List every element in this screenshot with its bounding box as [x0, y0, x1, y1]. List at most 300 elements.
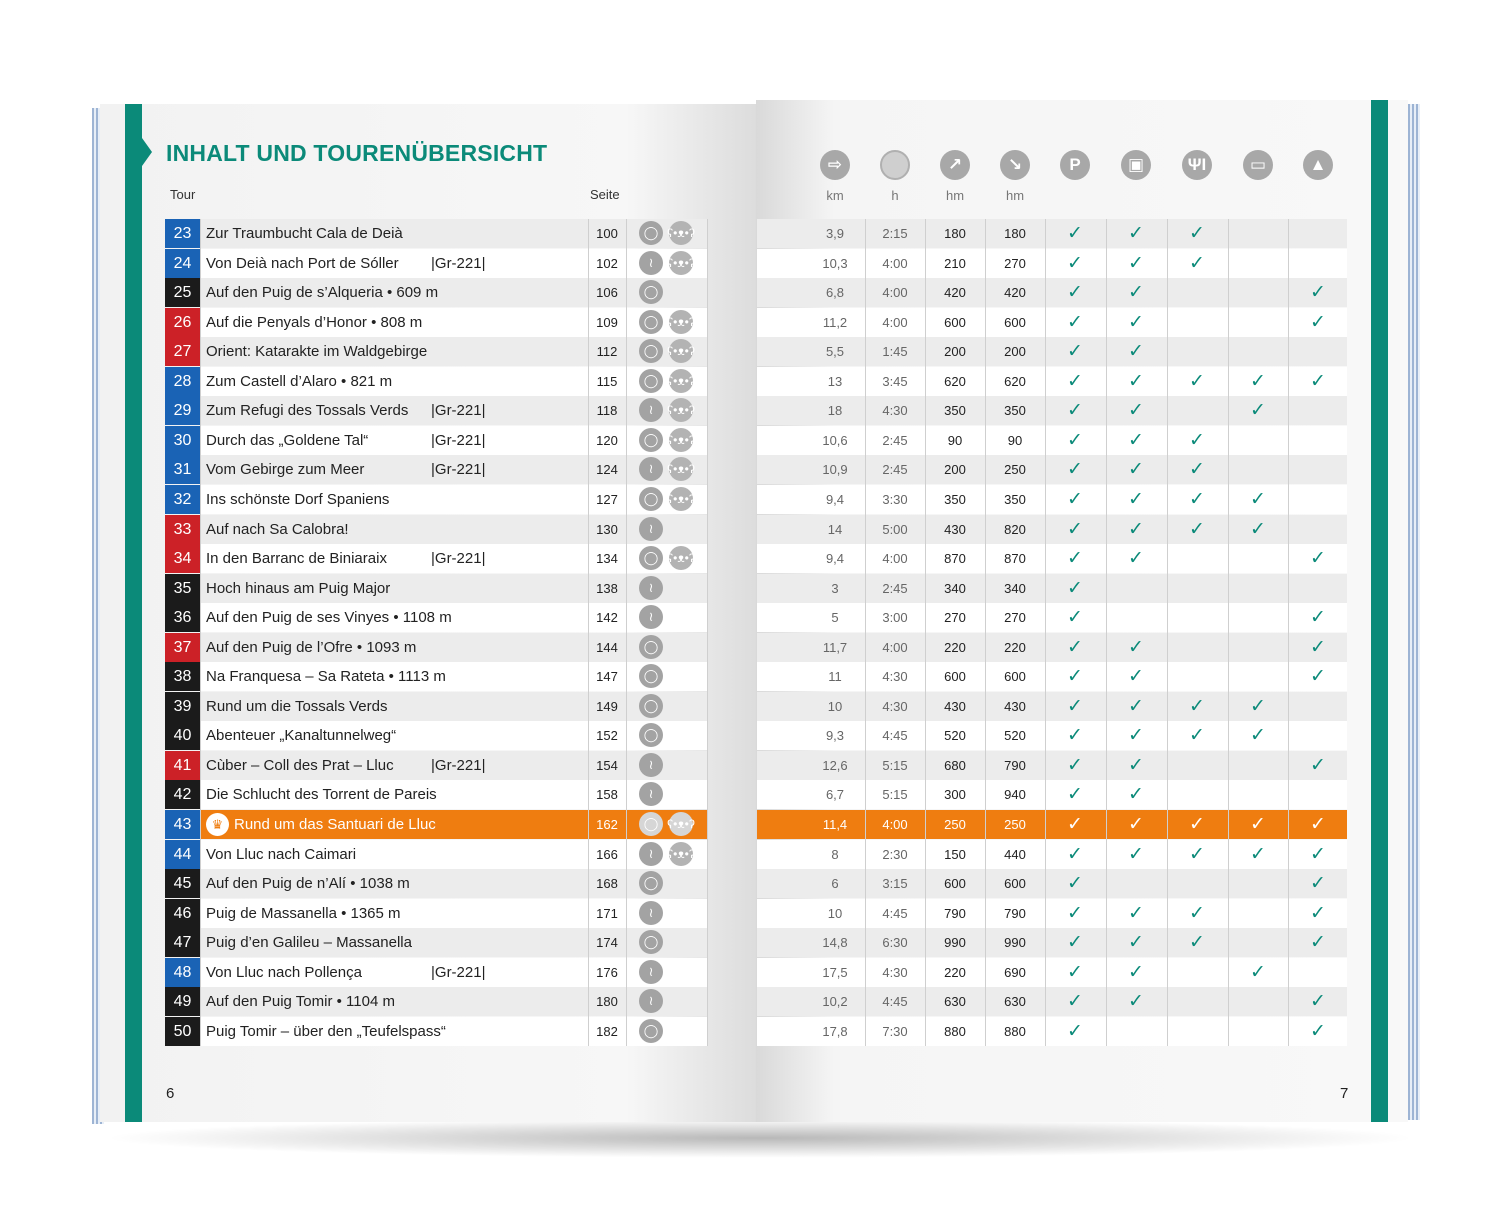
check-icon: ✓ — [1128, 253, 1144, 274]
descent-hm: 600 — [1004, 669, 1026, 684]
tour-name[interactable]: Auf nach Sa Calobra! — [206, 521, 349, 538]
check-icon: ✓ — [1250, 962, 1266, 983]
circle-difficulty-icon: ◯ — [639, 664, 663, 688]
ascent-arrow-icon: ↗ — [940, 150, 970, 180]
check-icon: ✓ — [1067, 1021, 1083, 1042]
check-icon: ✓ — [1067, 637, 1083, 658]
check-icon: ✓ — [1128, 312, 1144, 333]
check-icon: ✓ — [1067, 814, 1083, 835]
check-icon: ✓ — [1189, 489, 1205, 510]
tour-name[interactable]: Zur Traumbucht Cala de Deià — [206, 225, 403, 242]
check-icon: ✓ — [1250, 725, 1266, 746]
tour-name[interactable]: Puig de Massanella • 1365 m — [206, 905, 401, 922]
check-icon: ✓ — [1189, 223, 1205, 244]
distance-km: 12,6 — [822, 758, 848, 773]
kids-bear-icon: ʕ•ᴥ•ʔ — [669, 369, 693, 393]
tour-number-badge: 45 — [165, 869, 200, 898]
distance-km: 6,7 — [825, 787, 845, 802]
distance-km: 10,3 — [822, 256, 848, 271]
tour-name[interactable]: Von Lluc nach Pollença — [206, 964, 362, 981]
page-reference: 112 — [596, 344, 618, 359]
tour-name[interactable]: Auf die Penyals d’Honor • 808 m — [206, 314, 423, 331]
check-icon: ✓ — [1067, 844, 1083, 865]
check-icon: ✓ — [1310, 371, 1326, 392]
check-icon: ✓ — [1189, 696, 1205, 717]
tour-number-badge: 34 — [165, 544, 200, 573]
page-number-right: 7 — [1340, 1085, 1349, 1102]
check-icon: ✓ — [1310, 991, 1326, 1012]
tour-name[interactable]: Rund um das Santuari de Lluc — [234, 816, 436, 833]
circle-difficulty-icon: ◯ — [639, 723, 663, 747]
page-reference: 142 — [596, 610, 618, 625]
wave-difficulty-icon: ≀ — [639, 901, 663, 925]
duration-h: 2:45 — [882, 433, 908, 448]
crown-icon: ♛ — [206, 813, 229, 836]
check-icon: ✓ — [1250, 371, 1266, 392]
descent-hm: 790 — [1004, 906, 1026, 921]
check-icon: ✓ — [1128, 459, 1144, 480]
descent-hm: 350 — [1004, 492, 1026, 507]
page-reference: 166 — [596, 847, 618, 862]
ascent-hm: 680 — [944, 758, 966, 773]
kids-bear-icon: ʕ•ᴥ•ʔ — [669, 251, 693, 275]
page-reference: 182 — [596, 1024, 618, 1039]
page-reference: 134 — [596, 551, 618, 566]
check-icon: ✓ — [1128, 637, 1144, 658]
kids-bear-icon: ʕ•ᴥ•ʔ — [669, 457, 693, 481]
descent-hm: 620 — [1004, 374, 1026, 389]
ascent-hm: 600 — [944, 876, 966, 891]
circle-difficulty-icon: ◯ — [639, 635, 663, 659]
tour-name[interactable]: Na Franquesa – Sa Rateta • 1113 m — [206, 668, 446, 685]
tour-number-badge: 26 — [165, 308, 200, 337]
check-icon: ✓ — [1067, 459, 1083, 480]
unit-header: km — [826, 188, 844, 203]
duration-h: 5:15 — [882, 758, 908, 773]
check-icon: ✓ — [1250, 696, 1266, 717]
distance-km: 9,3 — [825, 728, 845, 743]
ascent-hm: 250 — [944, 817, 966, 832]
left-accent-stripe — [125, 104, 142, 1122]
gr221-label: |Gr-221| — [431, 461, 486, 478]
descent-hm: 600 — [1004, 315, 1026, 330]
page-reference: 180 — [596, 994, 618, 1009]
tour-number-badge: 46 — [165, 899, 200, 928]
page-reference: 149 — [596, 699, 618, 714]
duration-h: 4:00 — [882, 256, 908, 271]
unit-header: h — [891, 188, 899, 203]
distance-km: 10,6 — [822, 433, 848, 448]
distance-km: 10,2 — [822, 994, 848, 1009]
check-icon: ✓ — [1310, 607, 1326, 628]
circle-difficulty-icon: ◯ — [639, 339, 663, 363]
check-icon: ✓ — [1128, 784, 1144, 805]
descent-hm: 430 — [1004, 699, 1026, 714]
column-divider — [1228, 219, 1229, 1046]
circle-difficulty-icon: ◯ — [639, 694, 663, 718]
kids-bear-icon: ʕ•ᴥ•ʔ — [669, 398, 693, 422]
check-icon: ✓ — [1067, 519, 1083, 540]
descent-hm: 250 — [1004, 817, 1026, 832]
descent-hm: 350 — [1004, 403, 1026, 418]
ascent-hm: 600 — [944, 315, 966, 330]
kids-bear-icon: ʕ•ᴥ•ʔ — [669, 339, 693, 363]
duration-h: 3:00 — [882, 610, 908, 625]
page-reference: 120 — [596, 433, 618, 448]
check-icon: ✓ — [1128, 430, 1144, 451]
check-icon: ✓ — [1128, 400, 1144, 421]
descent-hm: 690 — [1004, 965, 1026, 980]
distance-km: 10 — [827, 906, 843, 921]
distance-km: 14 — [827, 522, 843, 537]
tour-name[interactable]: Rund um die Tossals Verds — [206, 698, 388, 715]
check-icon: ✓ — [1128, 814, 1144, 835]
check-icon: ✓ — [1067, 607, 1083, 628]
gr221-label: |Gr-221| — [431, 757, 486, 774]
tour-name[interactable]: Orient: Katarakte im Waldgebirge — [206, 343, 428, 360]
page-reference: 138 — [596, 581, 618, 596]
page-reference: 109 — [596, 315, 618, 330]
tour-name[interactable]: Auf den Puig de l’Ofre • 1093 m — [206, 639, 417, 656]
tour-name[interactable]: Ins schönste Dorf Spaniens — [206, 491, 390, 508]
check-icon: ✓ — [1310, 548, 1326, 569]
check-icon: ✓ — [1067, 578, 1083, 599]
tour-number-badge: 40 — [165, 721, 200, 750]
check-icon: ✓ — [1310, 637, 1326, 658]
title-arrow-icon — [142, 138, 152, 166]
check-icon: ✓ — [1128, 548, 1144, 569]
ascent-hm: 630 — [944, 994, 966, 1009]
wave-difficulty-icon: ≀ — [639, 605, 663, 629]
ascent-hm: 150 — [944, 847, 966, 862]
page-reference: 162 — [596, 817, 618, 832]
bed-icon: ▭ — [1243, 150, 1273, 180]
check-icon: ✓ — [1128, 696, 1144, 717]
distance-km: 17,8 — [822, 1024, 848, 1039]
descent-hm: 880 — [1004, 1024, 1026, 1039]
check-icon: ✓ — [1189, 932, 1205, 953]
page-reference: 127 — [596, 492, 618, 507]
column-divider — [985, 219, 986, 1046]
duration-h: 3:15 — [882, 876, 908, 891]
check-icon: ✓ — [1128, 903, 1144, 924]
circle-difficulty-icon: ◯ — [639, 221, 663, 245]
tour-number-badge: 41 — [165, 751, 200, 780]
descent-hm: 600 — [1004, 876, 1026, 891]
check-icon: ✓ — [1067, 371, 1083, 392]
descent-hm: 200 — [1004, 344, 1026, 359]
tour-name[interactable]: Die Schlucht des Torrent de Pareis — [206, 786, 437, 803]
gr221-label: |Gr-221| — [431, 402, 486, 419]
check-icon: ✓ — [1067, 696, 1083, 717]
check-icon: ✓ — [1128, 725, 1144, 746]
duration-h: 1:45 — [882, 344, 908, 359]
distance-km: 11,4 — [822, 817, 848, 832]
page-reference: 168 — [596, 876, 618, 891]
tour-number-badge: 47 — [165, 928, 200, 957]
duration-h: 2:45 — [882, 462, 908, 477]
column-divider — [707, 219, 708, 1046]
page-reference: 176 — [596, 965, 618, 980]
column-divider — [200, 219, 201, 1046]
tour-name[interactable]: Durch das „Goldene Tal“ — [206, 432, 369, 449]
tour-name[interactable]: Auf den Puig de n’Alí • 1038 m — [206, 875, 410, 892]
ascent-hm: 600 — [944, 669, 966, 684]
tour-number-badge: 31 — [165, 455, 200, 484]
check-icon: ✓ — [1067, 312, 1083, 333]
check-icon: ✓ — [1189, 430, 1205, 451]
check-icon: ✓ — [1189, 519, 1205, 540]
distance-km: 8 — [831, 847, 839, 862]
check-icon: ✓ — [1310, 844, 1326, 865]
tour-name[interactable]: Auf den Puig de ses Vinyes • 1108 m — [206, 609, 452, 626]
check-icon: ✓ — [1189, 459, 1205, 480]
page-reference: 102 — [596, 256, 618, 271]
distance-km: 6,8 — [825, 285, 845, 300]
descent-hm: 90 — [1007, 433, 1023, 448]
tour-name[interactable]: Puig d’en Galileu – Massanella — [206, 934, 412, 951]
ascent-hm: 420 — [944, 285, 966, 300]
parking-icon: P — [1060, 150, 1090, 180]
descent-hm: 250 — [1004, 462, 1026, 477]
check-icon: ✓ — [1250, 814, 1266, 835]
tour-number-badge: 25 — [165, 278, 200, 307]
kids-bear-icon: ʕ•ᴥ•ʔ — [669, 842, 693, 866]
tour-number-badge: 37 — [165, 633, 200, 662]
circle-difficulty-icon: ◯ — [639, 487, 663, 511]
descent-hm: 180 — [1004, 226, 1026, 241]
descent-hm: 220 — [1004, 640, 1026, 655]
duration-h: 5:00 — [882, 522, 908, 537]
tour-name[interactable]: Auf den Puig de s’Alqueria • 609 m — [206, 284, 439, 301]
check-icon: ✓ — [1067, 489, 1083, 510]
check-icon: ✓ — [1128, 991, 1144, 1012]
check-icon: ✓ — [1310, 312, 1326, 333]
tour-number-badge: 48 — [165, 958, 200, 987]
duration-h: 2:15 — [882, 226, 908, 241]
descent-hm: 630 — [1004, 994, 1026, 1009]
check-icon: ✓ — [1310, 666, 1326, 687]
duration-h: 5:15 — [882, 787, 908, 802]
tour-column-header: Tour — [170, 187, 196, 202]
page-reference: 171 — [596, 906, 618, 921]
circle-difficulty-icon: ◯ — [639, 280, 663, 304]
check-icon: ✓ — [1250, 400, 1266, 421]
wave-difficulty-icon: ≀ — [639, 782, 663, 806]
distance-km: 11 — [828, 669, 842, 684]
duration-h: 4:45 — [882, 906, 908, 921]
circle-difficulty-icon: ◯ — [639, 871, 663, 895]
tour-name[interactable]: Von Deià nach Port de Sóller — [206, 255, 399, 272]
clock-icon — [880, 150, 910, 180]
check-icon: ✓ — [1128, 519, 1144, 540]
ascent-hm: 270 — [944, 610, 966, 625]
descent-hm: 340 — [1004, 581, 1026, 596]
distance-km: 5 — [831, 610, 839, 625]
tour-number-badge: 24 — [165, 249, 200, 278]
wave-difficulty-icon: ≀ — [639, 251, 663, 275]
check-icon: ✓ — [1128, 666, 1144, 687]
check-icon: ✓ — [1310, 814, 1326, 835]
descent-hm: 820 — [1004, 522, 1026, 537]
column-divider — [865, 219, 866, 1046]
distance-km: 14,8 — [822, 935, 848, 950]
duration-h: 4:00 — [882, 817, 908, 832]
ascent-hm: 870 — [944, 551, 966, 566]
kids-bear-icon: ʕ•ᴥ•ʔ — [669, 487, 693, 511]
check-icon: ✓ — [1067, 873, 1083, 894]
check-icon: ✓ — [1310, 932, 1326, 953]
kids-bear-icon: ʕ•ᴥ•ʔ — [669, 812, 693, 836]
duration-h: 4:30 — [882, 669, 908, 684]
column-divider — [1045, 219, 1046, 1046]
wave-difficulty-icon: ≀ — [639, 398, 663, 422]
wave-difficulty-icon: ≀ — [639, 960, 663, 984]
check-icon: ✓ — [1310, 1021, 1326, 1042]
tour-name[interactable]: In den Barranc de Biniaraix — [206, 550, 387, 567]
distance-km: 10,9 — [822, 462, 848, 477]
duration-h: 7:30 — [882, 1024, 908, 1039]
column-divider — [1288, 219, 1289, 1046]
distance-km: 3 — [831, 581, 839, 596]
descent-hm: 270 — [1004, 610, 1026, 625]
tour-name[interactable]: Auf den Puig Tomir • 1104 m — [206, 993, 395, 1010]
page-reference: 106 — [596, 285, 618, 300]
ascent-hm: 880 — [944, 1024, 966, 1039]
distance-km: 11,2 — [822, 315, 848, 330]
circle-difficulty-icon: ◯ — [639, 812, 663, 836]
bus-icon: ▣ — [1121, 150, 1151, 180]
check-icon: ✓ — [1067, 725, 1083, 746]
check-icon: ✓ — [1189, 903, 1205, 924]
page-reference: 158 — [596, 787, 618, 802]
check-icon: ✓ — [1250, 519, 1266, 540]
ascent-hm: 220 — [944, 965, 966, 980]
signpost-icon: ⇨ — [820, 150, 850, 180]
page-reference: 154 — [596, 758, 618, 773]
ascent-hm: 790 — [944, 906, 966, 921]
check-icon: ✓ — [1067, 666, 1083, 687]
check-icon: ✓ — [1128, 755, 1144, 776]
check-icon: ✓ — [1067, 282, 1083, 303]
page-reference: 144 — [596, 640, 618, 655]
tour-number-badge: 50 — [165, 1017, 200, 1046]
wave-difficulty-icon: ≀ — [639, 576, 663, 600]
tour-name[interactable]: Puig Tomir – über den „Teufelspass“ — [206, 1023, 446, 1040]
descent-hm: 940 — [1004, 787, 1026, 802]
tour-name[interactable]: Abenteuer „Kanaltunnelweg“ — [206, 727, 397, 744]
tour-number-badge: 23 — [165, 219, 200, 248]
check-icon: ✓ — [1189, 371, 1205, 392]
duration-h: 3:30 — [882, 492, 908, 507]
page-reference: 174 — [596, 935, 618, 950]
column-divider — [1106, 219, 1107, 1046]
tour-name[interactable]: Cùber – Coll des Prat – Lluc — [206, 757, 394, 774]
check-icon: ✓ — [1128, 962, 1144, 983]
check-icon: ✓ — [1067, 400, 1083, 421]
duration-h: 4:00 — [882, 285, 908, 300]
right-accent-stripe — [1371, 100, 1388, 1122]
ascent-hm: 180 — [944, 226, 966, 241]
circle-difficulty-icon: ◯ — [639, 369, 663, 393]
check-icon: ✓ — [1189, 253, 1205, 274]
tour-number-badge: 36 — [165, 603, 200, 632]
check-icon: ✓ — [1189, 844, 1205, 865]
check-icon: ✓ — [1067, 991, 1083, 1012]
page-reference: 152 — [596, 728, 618, 743]
tour-number-badge: 30 — [165, 426, 200, 455]
wave-difficulty-icon: ≀ — [639, 753, 663, 777]
page-number-left: 6 — [166, 1085, 175, 1102]
tour-name[interactable]: Hoch hinaus am Puig Major — [206, 580, 391, 597]
tour-name[interactable]: Zum Refugi des Tossals Verds — [206, 402, 409, 419]
gr221-label: |Gr-221| — [431, 432, 486, 449]
check-icon: ✓ — [1310, 873, 1326, 894]
ascent-hm: 620 — [944, 374, 966, 389]
unit-header: hm — [945, 188, 965, 203]
page-reference: 118 — [596, 403, 618, 418]
descent-hm: 420 — [1004, 285, 1026, 300]
page-title: INHALT UND TOURENÜBERSICHT — [166, 140, 548, 166]
page-reference: 100 — [596, 226, 618, 241]
circle-difficulty-icon: ◯ — [639, 546, 663, 570]
restaurant-icon: ΨΙ — [1182, 150, 1212, 180]
check-icon: ✓ — [1067, 903, 1083, 924]
tour-number-badge: 27 — [165, 337, 200, 366]
page-column-header: Seite — [590, 187, 620, 202]
wave-difficulty-icon: ≀ — [639, 842, 663, 866]
check-icon: ✓ — [1067, 341, 1083, 362]
check-icon: ✓ — [1067, 755, 1083, 776]
check-icon: ✓ — [1067, 253, 1083, 274]
tour-name[interactable]: Von Lluc nach Caimari — [206, 846, 357, 863]
tour-name[interactable]: Zum Castell d’Alaro • 821 m — [206, 373, 393, 390]
distance-km: 17,5 — [822, 965, 848, 980]
check-icon: ✓ — [1128, 223, 1144, 244]
check-icon: ✓ — [1128, 489, 1144, 510]
check-icon: ✓ — [1310, 903, 1326, 924]
ascent-hm: 340 — [944, 581, 966, 596]
circle-difficulty-icon: ◯ — [639, 930, 663, 954]
book-shadow — [100, 1118, 1420, 1158]
ascent-hm: 430 — [944, 699, 966, 714]
circle-difficulty-icon: ◯ — [639, 1019, 663, 1043]
unit-header: hm — [1005, 188, 1025, 203]
wave-difficulty-icon: ≀ — [639, 517, 663, 541]
tour-name[interactable]: Vom Gebirge zum Meer — [206, 461, 365, 478]
duration-h: 4:30 — [882, 699, 908, 714]
check-icon: ✓ — [1128, 844, 1144, 865]
column-divider — [1167, 219, 1168, 1046]
ascent-hm: 990 — [944, 935, 966, 950]
tour-number-badge: 28 — [165, 367, 200, 396]
tour-number-badge: 42 — [165, 780, 200, 809]
page-reference: 147 — [596, 669, 618, 684]
duration-h: 4:30 — [882, 965, 908, 980]
descent-hm: 520 — [1004, 728, 1026, 743]
column-divider — [588, 219, 589, 1046]
descent-hm: 790 — [1004, 758, 1026, 773]
check-icon: ✓ — [1128, 371, 1144, 392]
distance-km: 6 — [831, 876, 839, 891]
ascent-hm: 210 — [944, 256, 966, 271]
tour-number-badge: 35 — [165, 574, 200, 603]
duration-h: 4:45 — [882, 728, 908, 743]
circle-difficulty-icon: ◯ — [639, 310, 663, 334]
ascent-hm: 200 — [944, 344, 966, 359]
distance-km: 18 — [827, 403, 843, 418]
check-icon: ✓ — [1128, 341, 1144, 362]
